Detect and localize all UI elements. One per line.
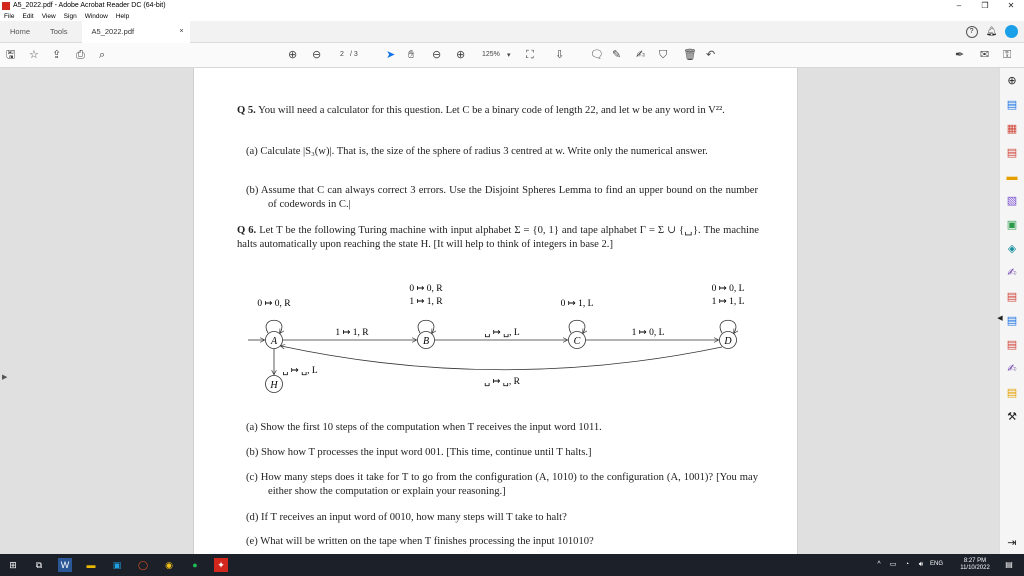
comment-icon[interactable]: 🗨︎ <box>590 49 604 61</box>
edge-C-D-label: 1 ↦ 0, L <box>631 328 665 338</box>
menu-edit[interactable]: Edit <box>22 12 34 20</box>
draw-icon[interactable]: ✍︎ <box>636 49 646 61</box>
state-D <box>720 332 737 349</box>
question-5a: (a) Calculate |S₃(w)|. That is, the size of the sphere of radius 3 centred at w. Write only the numerical answer. <box>246 146 708 157</box>
window-controls <box>946 0 1024 11</box>
state-C <box>569 332 586 349</box>
send-review-icon[interactable]: ▤ <box>1006 315 1018 327</box>
word-icon[interactable]: W <box>58 558 72 572</box>
state-H-label: H <box>270 380 278 391</box>
loop-D-label-1: 0 ↦ 0, L <box>711 284 745 294</box>
page-up-icon[interactable]: ⊕ <box>288 49 298 61</box>
account-area <box>966 25 1018 38</box>
input-language[interactable]: ENG <box>930 561 944 567</box>
loop-B <box>418 320 434 333</box>
app-icon[interactable]: ▣ <box>112 560 122 570</box>
compress-icon[interactable]: ▤ <box>1006 339 1018 351</box>
undo-icon[interactable]: ↶ <box>706 49 716 61</box>
toolbar <box>0 43 1024 68</box>
edge-A-H-label: ␣ ↦ ␣, L <box>282 366 318 376</box>
stamp-tool-icon[interactable]: ▤ <box>1006 387 1018 399</box>
fill-sign-icon[interactable]: ✍︎ <box>1007 267 1017 279</box>
restore-icon[interactable]: ❐ <box>981 1 989 10</box>
highlight-pen-icon[interactable]: ✎ <box>612 49 622 61</box>
loop-B-label-1: 0 ↦ 0, R <box>409 284 443 294</box>
opera-icon[interactable]: ◯ <box>137 560 149 570</box>
help-icon[interactable]: ? <box>966 26 978 38</box>
question-5 <box>237 104 759 118</box>
tab-document[interactable] <box>82 21 190 43</box>
file-explorer-icon[interactable]: ▬ <box>86 560 96 570</box>
loop-A <box>266 320 282 333</box>
page-number-input[interactable]: 2 <box>340 51 344 58</box>
state-A-label: A <box>270 336 278 347</box>
turing-machine-diagram <box>244 278 764 403</box>
edge-A-B-label: 1 ↦ 1, R <box>335 328 369 338</box>
comment-tool-icon[interactable]: ▬ <box>1006 171 1018 183</box>
loop-B-label-2: 1 ↦ 1, R <box>409 297 443 307</box>
state-C-label: C <box>573 336 581 347</box>
acrobat-icon <box>2 2 10 10</box>
acrobat-taskbar-icon[interactable]: ✦ <box>214 558 228 572</box>
expand-left-panel-icon[interactable]: ▶ <box>2 374 8 381</box>
email-icon[interactable]: ✉︎ <box>980 49 990 61</box>
request-signature-icon[interactable]: ✍︎ <box>1007 363 1017 375</box>
print-icon[interactable]: ⎙ <box>76 49 85 61</box>
protect-icon[interactable]: ▤ <box>1006 291 1018 303</box>
tray-chevron-icon[interactable]: ^ <box>877 561 881 568</box>
state-B <box>418 332 435 349</box>
question-6-number: Q 6. <box>237 225 257 236</box>
hand-tool-icon[interactable]: ✋︎ <box>408 49 415 61</box>
tray-network-icon[interactable]: ◔ <box>904 561 910 568</box>
edge-D-A-label: ␣ ↦ ␣, R <box>484 377 520 387</box>
minimize-icon[interactable]: – <box>956 1 962 10</box>
taskbar <box>0 554 1024 576</box>
pdf-page <box>193 68 798 554</box>
question-5b: (b) Assume that C can always correct 3 errors. Use the Disjoint Spheres Lemma to find an upper bound on the number of codewords in C.| <box>246 185 758 210</box>
close-icon[interactable]: ✕ <box>1007 1 1015 10</box>
zoom-in-icon[interactable]: ⊕ <box>456 49 466 61</box>
question-6d: (d) If T receives an input word of 0010, how many steps will T take to halt? <box>246 512 567 523</box>
state-A <box>266 332 283 349</box>
save-icon[interactable]: 🖫︎ <box>6 49 16 61</box>
zoom-tool-icon[interactable]: ⊕ <box>1007 75 1017 87</box>
tab-close-icon[interactable]: × <box>179 27 184 35</box>
scroll-mode-icon[interactable]: ⇩ <box>555 49 565 61</box>
windows-start-icon[interactable]: ⊞ <box>9 560 17 570</box>
search-icon[interactable]: ⌕ <box>99 49 106 61</box>
chrome-icon[interactable]: ◉ <box>165 560 173 570</box>
question-6-text: Let T be the following Turing machine with input alphabet Σ = {0, 1} and tape alphabet Γ = Σ ∪ {␣}. The machine halts automatically upon reaching the state H. [It will help to think of integers in base 2.] <box>237 225 759 250</box>
spotify-icon[interactable]: ● <box>192 560 198 570</box>
loop-C-label: 0 ↦ 1, L <box>560 299 594 309</box>
clock-time: 8:27 PM <box>963 558 987 564</box>
question-6c: (c) How many steps does it take for T to go from the configuration (A, 1010) to the configuration (A, 1001)? [You may either show the computation or explain your reasoning.] <box>246 472 758 497</box>
page-down-icon[interactable]: ⊖ <box>312 49 322 61</box>
zoom-out-icon[interactable]: ⊖ <box>432 49 442 61</box>
sign-icon[interactable]: ✒︎ <box>955 49 965 61</box>
clock[interactable] <box>955 558 995 572</box>
loop-A-label: 0 ↦ 0, R <box>257 299 291 309</box>
create-pdf-icon[interactable]: ▤ <box>1006 147 1018 159</box>
more-tools-icon[interactable]: ⚒︎ <box>1007 411 1017 423</box>
state-D-label: D <box>724 336 732 347</box>
edge-B-C-label: ␣ ↦ ␣, L <box>484 328 520 338</box>
combine-files-icon[interactable]: ▧ <box>1006 195 1018 207</box>
bell-icon[interactable]: 🔔︎ <box>985 26 997 36</box>
loop-C <box>569 320 585 333</box>
state-B-label: B <box>422 336 430 347</box>
document-viewer[interactable] <box>0 68 999 554</box>
notifications-icon[interactable]: ▤ <box>1005 560 1013 569</box>
select-cursor-icon[interactable]: ➤ <box>386 49 396 61</box>
tray-volume-icon[interactable]: 🔊︎ <box>918 561 924 568</box>
delete-icon[interactable]: 🗑︎ <box>683 49 697 61</box>
menu-help[interactable]: Help <box>115 12 130 20</box>
title-bar <box>0 0 1024 11</box>
question-5-number: Q 5. <box>237 105 256 116</box>
account-lock-icon[interactable]: ⚿ <box>1003 49 1012 61</box>
menu-view[interactable]: View <box>41 12 56 20</box>
menu-file[interactable]: File <box>4 12 15 20</box>
tray-battery-icon[interactable]: ▭ <box>889 561 897 568</box>
edge-D-A <box>281 346 722 370</box>
fit-page-icon[interactable]: ⛶ <box>526 49 534 61</box>
scan-ocr-icon[interactable]: ◈ <box>1007 243 1017 255</box>
question-6b: (b) Show how T processes the input word 001. [This time, continue until T halts.] <box>246 447 592 458</box>
question-6a: (a) Show the first 10 steps of the computation when T receives the input word 1011. <box>246 422 602 433</box>
question-5-text: You will need a calculator for this question. Let C be a binary code of length 22, and let w be any word in V²². <box>255 105 725 116</box>
loop-D <box>720 320 736 333</box>
organize-pages-icon[interactable]: ▦ <box>1006 123 1018 135</box>
share-icon[interactable]: ⇪ <box>52 49 62 61</box>
tab-home[interactable]: Home <box>10 26 31 36</box>
window-title: A5_2022.pdf - Adobe Acrobat Reader DC (64-bit) <box>13 2 166 9</box>
expand-pane-icon[interactable]: ⇥ <box>1007 537 1017 549</box>
state-H <box>266 376 283 393</box>
page-total: / 3 <box>350 51 358 58</box>
menu-bar <box>0 11 1024 21</box>
export-pdf-icon[interactable]: ▤ <box>1006 99 1018 111</box>
task-view-icon[interactable]: ⧉ <box>35 560 43 570</box>
avatar[interactable] <box>1005 25 1018 38</box>
stamp-icon[interactable]: ⛉ <box>659 49 668 61</box>
tools-pane <box>999 68 1024 554</box>
zoom-level-select[interactable]: 125% <box>482 51 500 58</box>
tab-tools[interactable]: Tools <box>50 26 68 36</box>
menu-sign[interactable]: Sign <box>63 12 77 20</box>
star-icon[interactable]: ☆ <box>29 49 39 61</box>
loop-D-label-2: 1 ↦ 1, L <box>711 297 745 307</box>
tab-bar <box>0 21 1024 43</box>
menu-window[interactable]: Window <box>84 12 108 20</box>
zoom-dropdown-icon[interactable]: ▾ <box>507 52 511 59</box>
collapse-pane-icon[interactable]: ◀ <box>997 315 1003 322</box>
edit-pdf-icon[interactable]: ▣ <box>1006 219 1018 231</box>
question-6e: (e) What will be written on the tape when T finishes processing the input 101010? <box>246 536 594 547</box>
clock-date: 11/10/2022 <box>960 565 990 571</box>
tab-document-label: A5_2022.pdf <box>91 26 135 36</box>
question-6 <box>237 224 759 252</box>
